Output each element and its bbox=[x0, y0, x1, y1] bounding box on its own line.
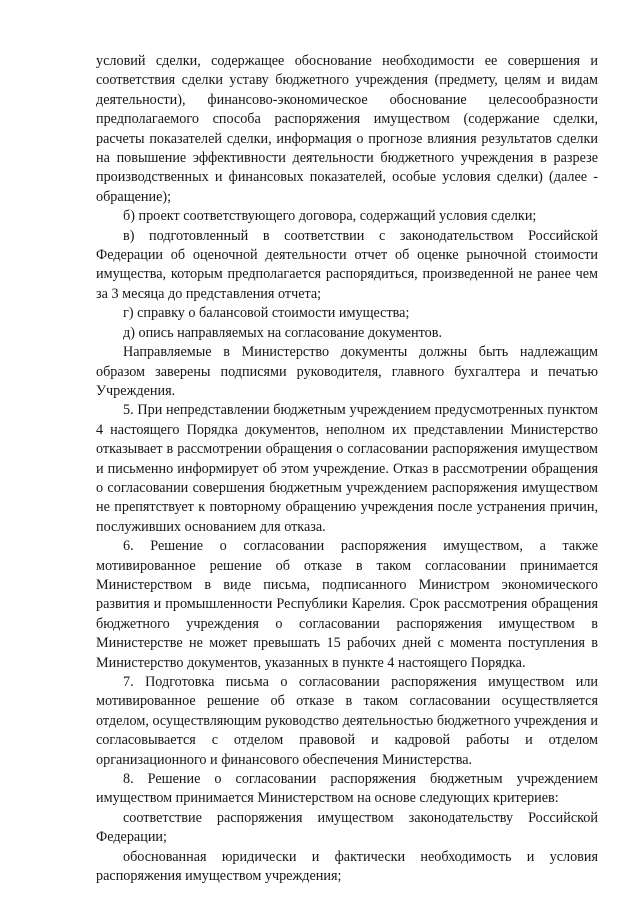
paragraph-clause-6: 6. Решение о согласовании распоряжения имуществом, а также мотивированное решение об отказе в таком согласовании принимается Министерством в виде письма, подписанного Министром экономического развития и промышленности Республики Карелия. Срок рассмотрения обращения бюджетного учреждения о согласовании распоряжения имуществом в Министерстве не может превышать 15 рабочих дней с момента поступления в Министерство документов, указанных в пункте 4 настоящего Порядка. bbox=[96, 538, 598, 671]
paragraph-documents-certification: Направляемые в Министерство документы должны быть надлежащим образом заверены подписями руководителя, главного бухгалтера и печатью Учреждения. bbox=[96, 344, 598, 399]
paragraph-item-g: г) справку о балансовой стоимости имущества; bbox=[123, 305, 410, 322]
document-body bbox=[96, 52, 598, 886]
paragraph-clause-8: 8. Решение о согласовании распоряжения бюджетным учреждением имуществом принимается Министерством на основе следующих критериев: bbox=[96, 771, 598, 807]
paragraph-item-d: д) опись направляемых на согласование документов. bbox=[123, 324, 442, 341]
paragraph-item-b: б) проект соответствующего договора, содержащий условия сделки; bbox=[123, 208, 537, 225]
paragraph-item-v: в) подготовленный в соответствии с законодательством Российской Федерации об оценочной деятельности отчет об оценке рыночной стоимости имущества, которым предполагается распорядиться, произведенной не ранее чем за 3 месяца до представления отчета; bbox=[96, 227, 598, 302]
paragraph-clause-7: 7. Подготовка письма о согласовании распоряжения имуществом или мотивированное решение об отказе в таком согласовании осуществляется отделом, осуществляющим руководство деятельностью бюджетного учреждения и согласовывается с отделом правовой и кадровой работы и отделом организационного и финансового обеспечения Министерства. bbox=[96, 674, 598, 768]
paragraph-clause-5: 5. При непредставлении бюджетным учреждением предусмотренных пунктом 4 настоящего Порядка документов, неполном их представлении Министерство отказывает в рассмотрении обращения о согласовании распоряжения имуществом и письменно информирует об этом учреждение. Отказ в рассмотрении обращения о согласовании совершения бюджетным учреждением распоряжения имуществом не препятствует к повторному обращению учреждения после устранения причин, послуживших основанием для отказа. bbox=[96, 402, 598, 535]
paragraph-application-content: условий сделки, содержащее обоснование необходимости ее совершения и соответствия сделки уставу бюджетного учреждения (предмету, целям и видам деятельности), финансово-экономическое обоснование целесообразности предполагаемого способа распоряжения имуществом (содержание сделки, расчеты показателей сделки, информация о прогнозе влияния результатов сделки на повышение эффективности деятельности бюджетного учреждения в разрезе производственных и финансовых показателей, особые условия сделки) (далее - обращение); bbox=[96, 53, 598, 205]
paragraph-criterion-necessity: обоснованная юридически и фактически необходимость и условия распоряжения имуществом учреждения; bbox=[96, 848, 598, 885]
paragraph-criterion-legislation: соответствие распоряжения имуществом законодательству Российской Федерации; bbox=[96, 809, 598, 846]
